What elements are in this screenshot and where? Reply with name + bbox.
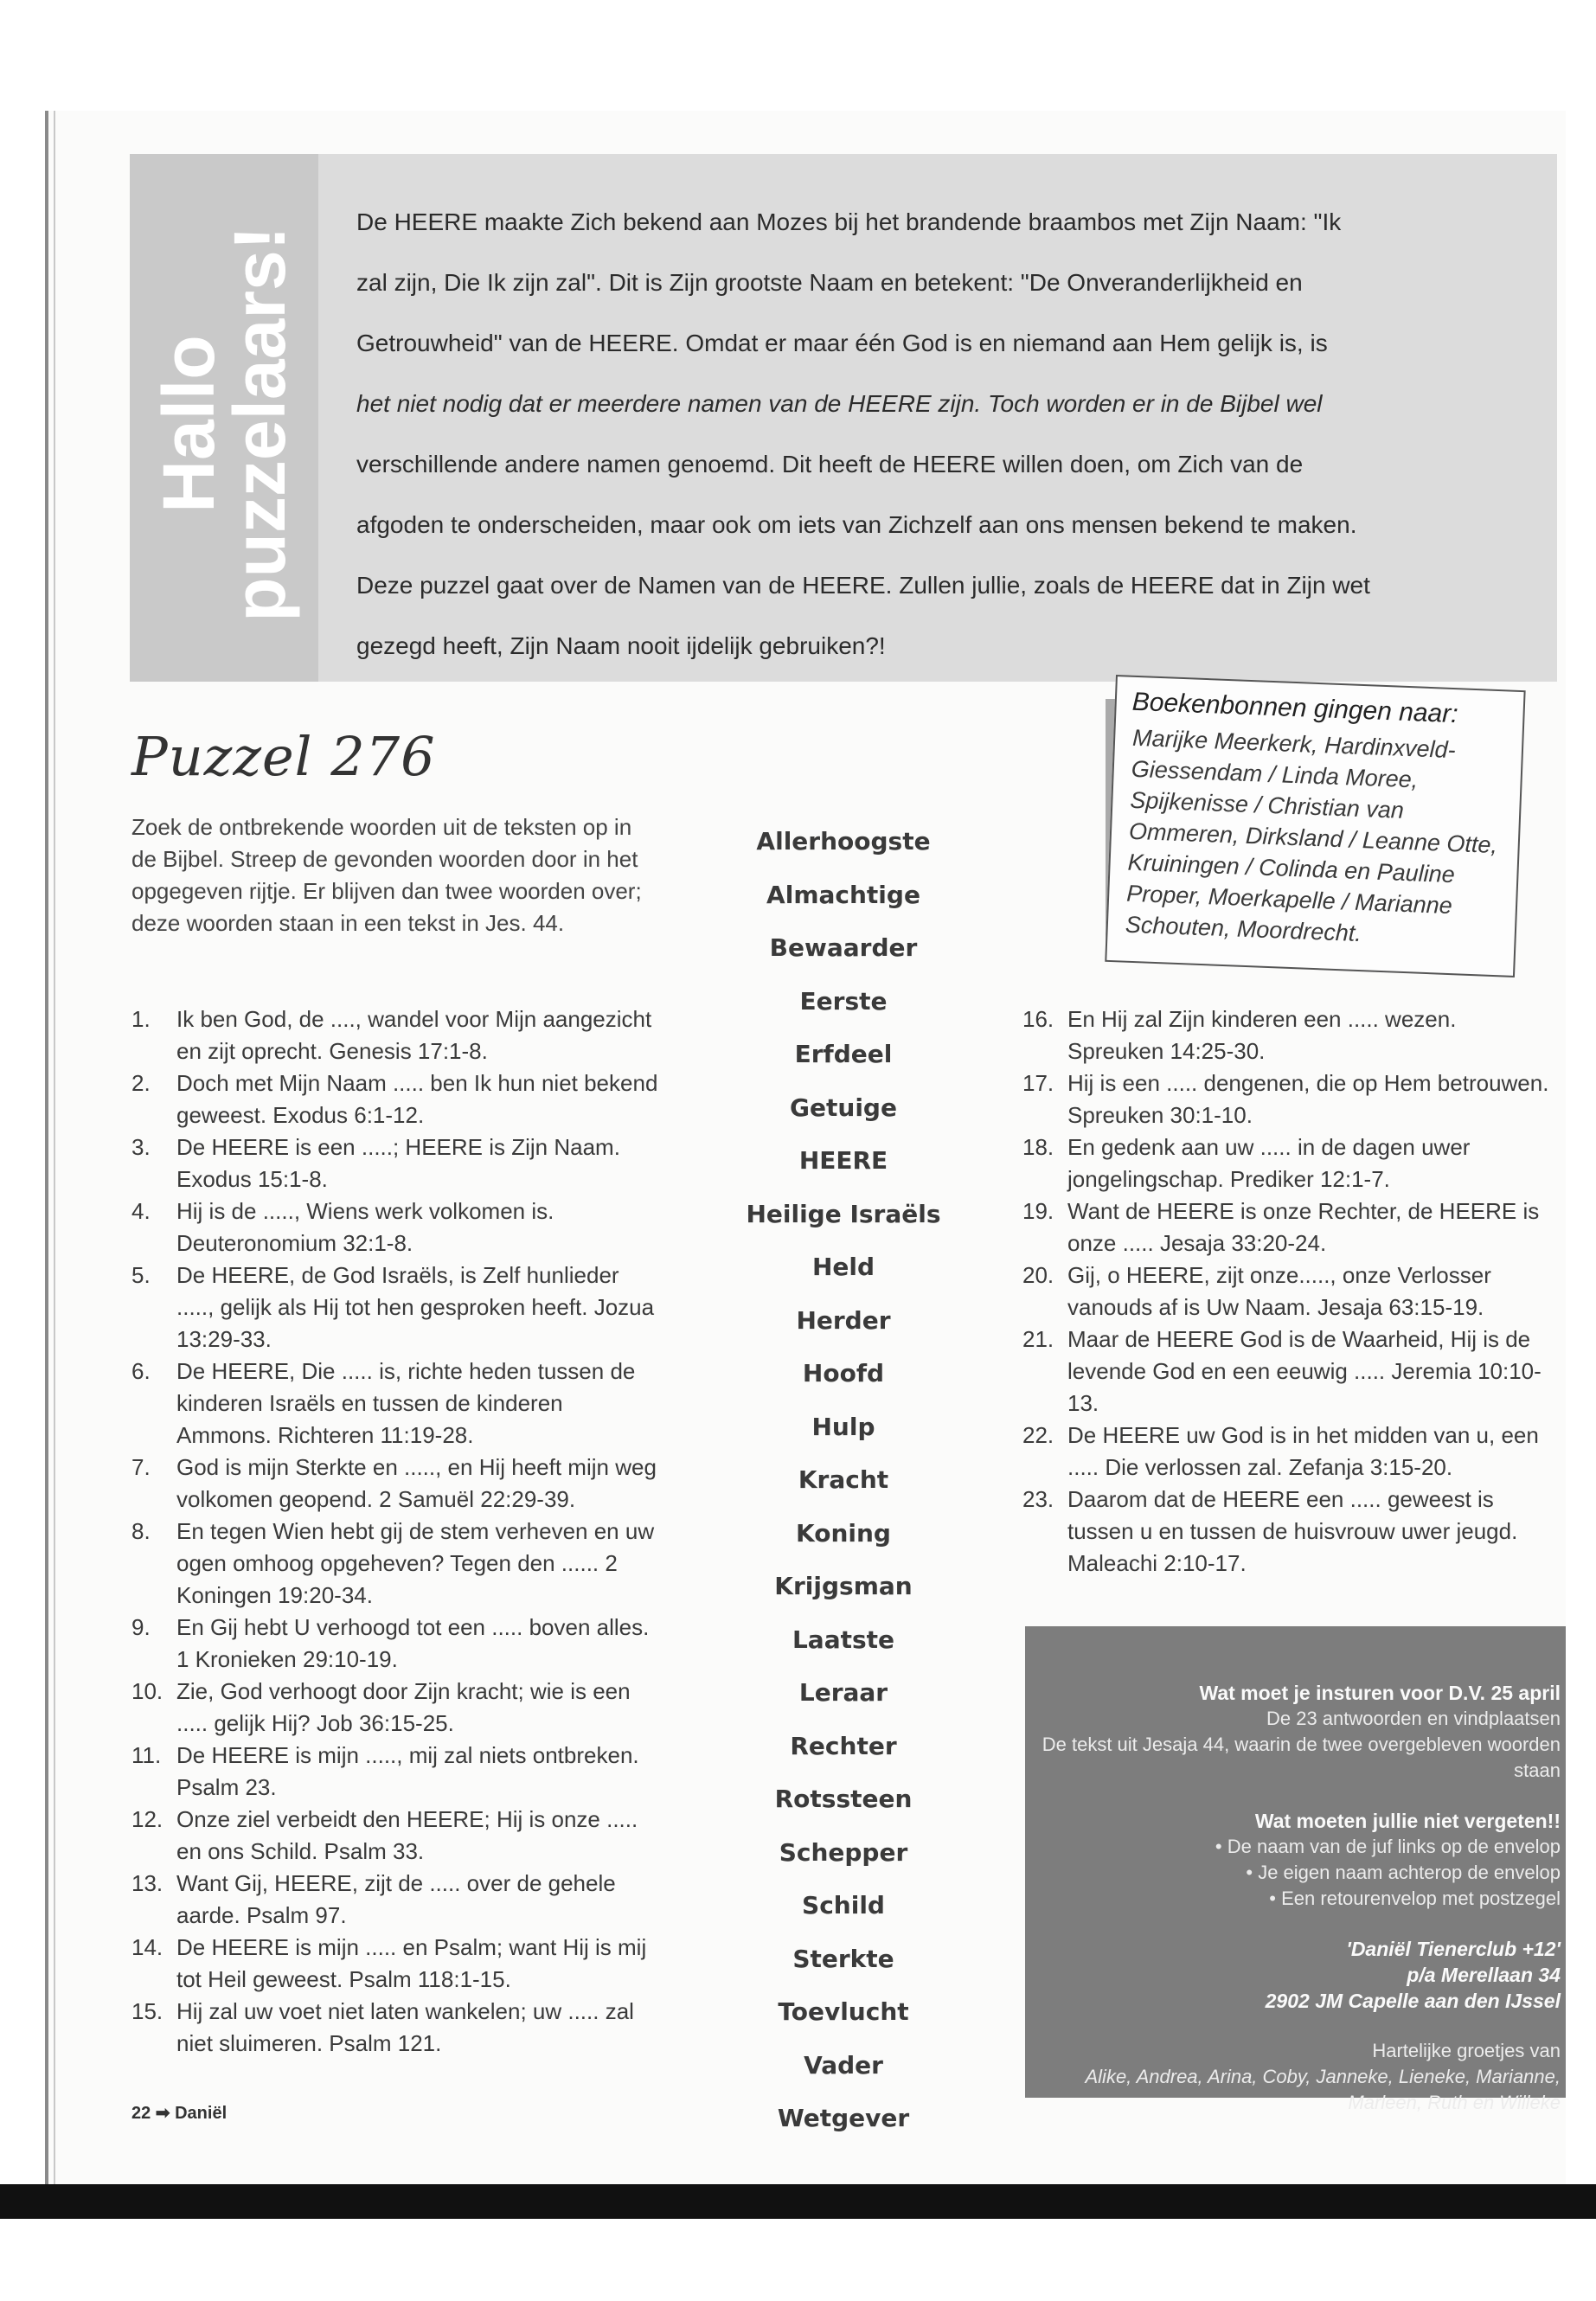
question-item <box>131 1131 659 1195</box>
question-text: De HEERE, de God Israëls, is Zelf hunlieder ....., gelijk als Hij tot hen gesproken heeft. Jozua 13:29-33. <box>176 1262 655 1352</box>
word-list-item: Hoofd <box>802 1359 885 1388</box>
title-line-1: Hallo <box>148 335 229 513</box>
question-item <box>1022 1484 1550 1580</box>
word-list-item: Koning <box>796 1518 891 1548</box>
question-item <box>1022 1259 1550 1324</box>
word-list-item: Eerste <box>799 986 888 1016</box>
intro-line: De HEERE maakte Zich bekend aan Mozes bij het brandende braambos met Zijn Naam: "Ik <box>356 208 1342 235</box>
word-list-item: Hulp <box>811 1412 875 1441</box>
question-text: De HEERE uw God is in het midden van u, een ..... Die verlossen zal. Zefanja 3:15-20. <box>1067 1422 1539 1480</box>
questions-right <box>1022 1003 1550 1580</box>
question-number: 10. <box>131 1678 163 1704</box>
word-list-item: Vader <box>804 2050 883 2080</box>
page-edge-inner <box>54 111 55 2187</box>
question-item <box>131 1195 659 1259</box>
page-title <box>130 173 318 675</box>
word-list-item: Wetgever <box>777 2104 910 2132</box>
word-list-item: Heilige Israëls <box>746 1199 941 1228</box>
question-text: Daarom dat de HEERE een ..... geweest is tussen u en tussen de huisvrouw uwer jeugd. Maleachi 2:10-17. <box>1067 1486 1518 1576</box>
reminder-heading: Wat moeten jullie niet vergeten!! <box>1254 1810 1561 1832</box>
question-item <box>1022 1067 1550 1131</box>
scan-bottom-edge <box>0 2184 1596 2219</box>
question-item <box>131 1612 659 1676</box>
word-list-item: Schepper <box>779 1837 908 1867</box>
submit-line: De tekst uit Jesaja 44, waarin de twee overgebleven woorden staan <box>1042 1734 1561 1781</box>
intro-line: zal zijn, Die Ik zijn zal". Dit is Zijn grootste Naam en betekent: "De Onveranderlijkheid en <box>356 269 1303 296</box>
reminder-item: • Je eigen naam achterop de envelop <box>1042 1860 1561 1886</box>
question-number: 23. <box>1022 1486 1054 1512</box>
question-text: De HEERE is mijn ..... en Psalm; want Hij is mij tot Heil geweest. Psalm 118:1-15. <box>176 1934 647 1992</box>
winners-box <box>1105 675 1525 977</box>
question-text: Want de HEERE is onze Rechter, de HEERE is onze ..... Jesaja 33:20-24. <box>1067 1198 1540 1256</box>
address-line: p/a Merellaan 34 <box>1407 1964 1561 1986</box>
word-list-item: Rotssteen <box>774 1785 913 1813</box>
question-text: Ik ben God, de ...., wandel voor Mijn aangezicht en zijt oprecht. Genesis 17:1-8. <box>176 1006 652 1064</box>
winners-list: Marijke Meerkerk, Hardinxveld-Giessendam / Linda Moree, Spijkenisse / Christian van Ommeren, Dirksland / Leanne Otte, Kruiningen / Colinda en Pauline Proper, Moerkapelle / Marianne Schouten, Moordrecht. <box>1125 724 1498 947</box>
word-list-item: Rechter <box>790 1731 897 1760</box>
question-item <box>131 1516 659 1612</box>
word-list-item: Schild <box>802 1891 885 1920</box>
question-number: 9. <box>131 1614 151 1640</box>
intro-line: Getrouwheid" van de HEERE. Omdat er maar één God is en niemand aan Hem gelijk is, is <box>356 330 1328 356</box>
word-list-item: HEERE <box>798 1146 888 1175</box>
question-item <box>1022 1131 1550 1195</box>
question-number: 3. <box>131 1134 151 1160</box>
question-number: 7. <box>131 1454 151 1480</box>
question-text: En tegen Wien hebt gij de stem verheven en uw ogen omhoog opgeheven? Tegen den ...... 2 Koningen 19:20-34. <box>176 1518 655 1608</box>
question-text: En Gij hebt U verhoogd tot een ..... boven alles. 1 Kronieken 29:10-19. <box>176 1614 650 1672</box>
intro-line: verschillende andere namen genoemd. Dit heeft de HEERE willen doen, om Zich van de <box>356 451 1304 478</box>
word-list-item: Allerhoogste <box>756 827 931 856</box>
intro-text <box>356 192 1546 676</box>
question-item <box>131 1740 659 1804</box>
address-line: 2902 JM Capelle aan den IJssel <box>1265 1990 1561 2012</box>
question-text: Doch met Mijn Naam ..... ben Ik hun niet bekend geweest. Exodus 6:1-12. <box>176 1070 658 1128</box>
word-list-item: Kracht <box>798 1465 889 1494</box>
question-number: 19. <box>1022 1198 1054 1224</box>
question-number: 11. <box>131 1742 162 1768</box>
question-item <box>131 1676 659 1740</box>
question-number: 4. <box>131 1198 151 1224</box>
question-item <box>131 1868 659 1932</box>
question-number: 15. <box>131 1998 163 2024</box>
question-text: En gedenk aan uw ..... in de dagen uwer jongelingschap. Prediker 12:1-7. <box>1067 1134 1471 1192</box>
question-item <box>131 1804 659 1868</box>
question-item <box>1022 1324 1550 1420</box>
address-line: 'Daniël Tienerclub +12' <box>1346 1938 1561 1960</box>
question-text: En Hij zal Zijn kinderen een ..... wezen. Spreuken 14:25-30. <box>1067 1006 1457 1064</box>
question-item <box>131 1067 659 1131</box>
submit-heading: Wat moet je insturen voor D.V. 25 april <box>1199 1682 1561 1704</box>
question-item <box>1022 1195 1550 1259</box>
puzzle-instructions: Zoek de ontbrekende woorden uit de teksten op in de Bijbel. Streep de gevonden woorden door in het opgegeven rijtje. Er blijven dan twee woorden over; deze woorden staan in een tekst in Jes. 44. <box>131 814 642 936</box>
intro-line: afgoden te onderscheiden, maar ook om iets van Zichzelf aan ons mensen bekend te maken. <box>356 511 1357 538</box>
question-text: God is mijn Sterkte en ....., en Hij heeft mijn weg volkomen geopend. 2 Samuël 22:29-39. <box>176 1454 657 1512</box>
question-item <box>131 1932 659 1996</box>
submit-line: De 23 antwoorden en vindplaatsen <box>1266 1708 1561 1729</box>
word-list-item: Toevlucht <box>778 1997 909 2026</box>
title-line-2: puzzelaars! <box>219 226 300 622</box>
submission-box <box>1025 1626 1566 2113</box>
word-list-item: Sterkte <box>792 1944 894 1973</box>
word-list-item: Krijgsman <box>774 1572 913 1600</box>
question-number: 13. <box>131 1870 163 1896</box>
greeting: Hartelijke groetjes van <box>1372 2040 1561 2061</box>
question-text: Zie, God verhoogt door Zijn kracht; wie is een ..... gelijk Hij? Job 36:15-25. <box>176 1678 631 1736</box>
page-footer: 22 ➡ Daniël <box>131 2104 228 2123</box>
word-list-item: Herder <box>796 1305 891 1335</box>
word-list-item: Held <box>811 1253 875 1281</box>
question-text: Hij is een ..... dengenen, die op Hem betrouwen. Spreuken 30:1-10. <box>1067 1070 1549 1128</box>
question-item <box>131 1356 659 1452</box>
question-item <box>131 1452 659 1516</box>
question-text: Maar de HEERE God is de Waarheid, Hij is de levende God en een eeuwig ..... Jeremia 10:10-13. <box>1067 1326 1542 1416</box>
question-number: 12. <box>131 1806 163 1832</box>
page-edge <box>45 111 48 2187</box>
questions-left <box>131 1003 659 2060</box>
question-number: 5. <box>131 1262 151 1288</box>
question-text: Want Gij, HEERE, zijt de ..... over de gehele aarde. Psalm 97. <box>176 1870 616 1928</box>
question-number: 6. <box>131 1358 151 1384</box>
reminder-item: • Een retourenvelop met postzegel <box>1042 1886 1561 1912</box>
question-number: 1. <box>131 1006 151 1032</box>
question-item <box>131 1996 659 2060</box>
question-number: 16. <box>1022 1006 1054 1032</box>
question-text: Hij zal uw voet niet laten wankelen; uw ..... zal niet sluimeren. Psalm 121. <box>176 1998 634 2056</box>
intro-line: het niet nodig dat er meerdere namen van de HEERE zijn. Toch worden er in de Bijbel wel <box>356 390 1323 417</box>
question-item <box>131 1259 659 1356</box>
question-item <box>1022 1003 1550 1067</box>
question-number: 21. <box>1022 1326 1054 1352</box>
question-number: 8. <box>131 1518 151 1544</box>
question-number: 22. <box>1022 1422 1054 1448</box>
word-list-item: Leraar <box>798 1678 888 1707</box>
question-text: Gij, o HEERE, zijt onze....., onze Verlosser vanouds af is Uw Naam. Jesaja 63:15-19. <box>1067 1262 1491 1320</box>
word-list-item: Getuige <box>790 1093 897 1122</box>
question-text: Hij is de ....., Wiens werk volkomen is. Deuteronomium 32:1-8. <box>176 1198 554 1256</box>
question-text: Onze ziel verbeidt den HEERE; Hij is onze ..... en ons Schild. Psalm 33. <box>176 1806 638 1864</box>
question-item <box>1022 1420 1550 1484</box>
question-text: De HEERE is een .....; HEERE is Zijn Naam. Exodus 15:1-8. <box>176 1134 620 1192</box>
intro-line: gezegd heeft, Zijn Naam nooit ijdelijk gebruiken?! <box>356 632 886 659</box>
winners-heading: Boekenbonnen gingen naar: <box>1131 687 1459 729</box>
question-number: 18. <box>1022 1134 1054 1160</box>
word-list-item: Laatste <box>792 1625 895 1654</box>
word-list-item: Almachtige <box>766 880 920 909</box>
intro-line: Deze puzzel gaat over de Namen van de HEERE. Zullen jullie, zoals de HEERE dat in Zijn wet <box>356 572 1370 599</box>
word-list <box>727 815 960 2145</box>
greeting-names: Alike, Andrea, Arina, Coby, Janneke, Lieneke, Marianne, Marleen, Ruth en Willeke <box>1085 2066 1561 2113</box>
question-number: 2. <box>131 1070 151 1096</box>
word-list-item: Bewaarder <box>769 933 918 962</box>
question-text: De HEERE is mijn ....., mij zal niets ontbreken. Psalm 23. <box>176 1742 639 1800</box>
question-number: 17. <box>1022 1070 1054 1096</box>
word-list-item: Erfdeel <box>794 1040 893 1068</box>
question-item <box>131 1003 659 1067</box>
puzzle-title: Puzzel 276 <box>131 725 436 788</box>
question-number: 20. <box>1022 1262 1054 1288</box>
reminder-item: • De naam van de juf links op de envelop <box>1042 1834 1561 1860</box>
question-number: 14. <box>131 1934 163 1960</box>
question-text: De HEERE, Die ..... is, richte heden tussen de kinderen Israëls en tussen de kinderen Ammons. Richteren 11:19-28. <box>176 1358 636 1448</box>
